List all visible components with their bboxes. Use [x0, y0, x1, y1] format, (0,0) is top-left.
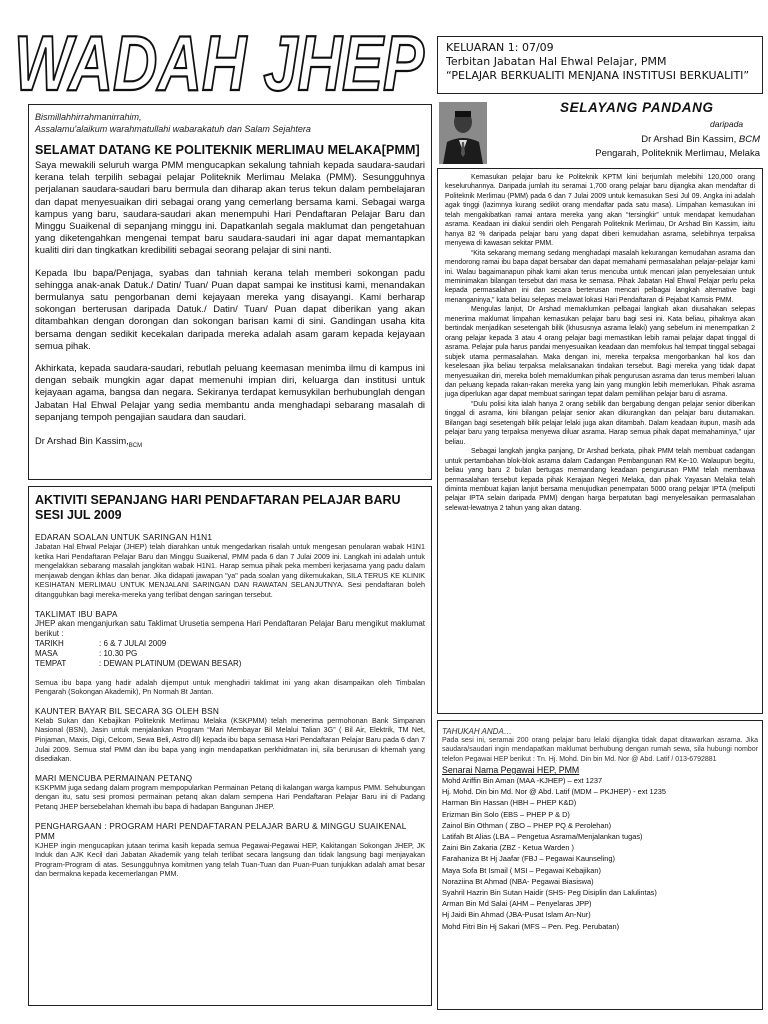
detail-row	[35, 659, 425, 669]
issue-motto: “PELAJAR BERKUALITI MENJANA INSTITUSI BERKUALITI”	[446, 69, 750, 82]
section-heading: TAKLIMAT IBU BAPA	[35, 608, 118, 619]
welcome-section	[28, 104, 432, 480]
detail-value: : 10.30 PG	[99, 648, 138, 658]
detail-key: TEMPAT	[35, 658, 67, 668]
staff-item: Noraziina Bt Ahmad (NBA- Pegawai Biasiswa)	[442, 876, 594, 886]
section-heading: PENGHARGAAN : PROGRAM HARI PENDAFTARAN PELAJAR BARU & MINGGU SUAIKENAL PMM	[35, 820, 407, 841]
staff-item: Latifah Bt Alias (LBA – Pengetua Asrama/Menjalankan tugas)	[442, 831, 643, 841]
staff-item: Syahril Hazrin Bin Sutan Haidir (SHS- Peg Disiplin dan Lalulintas)	[442, 887, 657, 897]
did-you-know-label: TAHUKAH ANDA…	[442, 727, 512, 736]
section-heading: MARI MENCUBA PERMAINAN PETANQ	[35, 772, 193, 783]
staff-item: Hj. Mohd. Din bin Md. Nor @ Abd. Latif (MDM – PKJHEP) - ext 1235	[442, 787, 666, 797]
masthead-logo	[12, 20, 430, 100]
did-you-know-body: Pada sesi ini, seramai 200 orang pelajar baru lelaki dijangka tidak dapat ditawarkan asrama. Jika saudara/saudari ingin mendapatkan maklumat berhubung dengan rumah sewa, sila hubungi nombor telefon Pegawai HEP berikut : Tn. Hj. Mohd. Din bin Md. Nor @ Abd. Latif / 013-6792881	[442, 737, 758, 763]
activities-section	[28, 486, 432, 1006]
staff-item: Farahaniza Bt Hj Jaafar (FBJ – Pegawai Kaunseling)	[442, 854, 615, 864]
selayang-article	[437, 168, 763, 714]
activities-title: AKTIVITI SEPANJANG HARI PENDAFTARAN PELAJAR BARU SESI JUL 2009	[35, 493, 401, 522]
signature-name: Dr Arshad Bin Kassim,	[35, 435, 129, 447]
welcome-paragraph: Saya mewakili seluruh warga PMM mengucapkan sekalung tahniah kepada saudara-saudari kerana telah terpilih sebagai pelajar Politeknik Merlimau Melaka (PMM). Sesungguhnya perjalanan saudara-saudari baru bermula dan diharap akan terus tekun dalam pembelajaran dan dapat menyesuaikan diri sebagai orang yang cemerlang bersama kami. Sebagai warga kampus yang baru, saudara-saudari akan menempuhi Hari Pendaftaran Pelajar Baru dan Minggu Suaikenal di sepanjang minggu ini. Dapatkanlah segala maklumat dan pengetahuan yang diketengahkan mengenai tempat baru saudara-saudari ini agar dapat memantapkan kualiti diri dan tingkatkan kredibiliti sebagai seorang pelajar di sini nanti.	[35, 159, 425, 256]
did-you-know-section	[437, 720, 763, 1010]
detail-key: MASA	[35, 648, 58, 658]
signature-suffix: BCM	[128, 442, 143, 449]
staff-item: Mohd Fitri Bin Hj Sakari (MFS – Pen. Peg. Perubatan)	[442, 921, 620, 931]
staff-item: Mohd Ariffin Bin Aman (MAA -KJHEP) – ext 1237	[442, 775, 603, 785]
greeting-salam: Assalamu'alaikum warahmatullahi wabarakatuh dan Salam Sejahtera	[35, 124, 311, 134]
welcome-title: SELAMAT DATANG KE POLITEKNIK MERLIMAU MELAKA[PMM]	[35, 143, 420, 157]
welcome-paragraph: Kepada Ibu bapa/Penjaga, syabas dan tahniah kerana telah memberi sokongan padu sehingga anak-anak Datuk./ Datin/ Tuan/ Puan dapat sampai ke institusi kami, menandakan bermulanya satu pengorbanan demi kejayaan mereka yang disayangi. Kami berharap sokongan berterusan daripada Datuk./ Datin/ Tuan/ Puan dapat diberikan yang akan ditambahkan dengan dorongan dan sokongan barisan kami di sini. Gandingan usaha kita bersama dengan sedikit kecekalan daripada mereka adalah asam garam kepada kejayaan semua pihak.	[35, 266, 425, 351]
section-heading: KAUNTER BAYAR BIL SECARA 3G OLEH BSN	[35, 705, 220, 716]
portrait-illustration	[439, 102, 487, 164]
staff-item: Maya Sofa Bt Ismail ( MSI – Pegawai Kebajikan)	[442, 865, 601, 875]
issue-publisher: Terbitan Jabatan Hal Ehwal Pelajar, PMM	[446, 55, 667, 68]
article-paragraph: Sebagai langkah jangka panjang, Dr Arshad berkata, pihak PMM telah membuat cadangan untuk pertambahan blok-blok asrama dalam Cadangan Pembangunan RM Ke-10. Walaupun begitu, beliau yang baru 2 bulan bertugas memandang keadaan pengurusan PMM telah membawa permasalahan tersebut kepada pihak Kerajaan Negeri Melaka, dan pihak Yayasan Melaka telah diminta membuat kajian lanjut bersama menujudkan penempatan 5000 orang pelajar IPTA (meliputi pelajar IPTA selain daripada PMM) dengan harga berpatutan bagi menyelesaikan permasalahan selewat-lewatnya 2 tahun yang akan datang.	[445, 448, 755, 512]
section-body: KJHEP ingin mengucapkan jutaan terima kasih kepada semua Pegawai-Pegawai HEP, Kakitangan Sokongan JHEP, JK Induk dan AJK Kecil dari Jabatan Akademik yang telah terlibat secara langsung dan tidak langsung bagi menjayakan Program-Program di atas. Sesungguhnya komitmen yang telah Tuan-Tuan dan Puan-Puan tunjukkan adalah amat besar dan bermakna kepada kecemerlangan PMM.	[35, 840, 425, 879]
section-body: JHEP akan menganjurkan satu Taklimat Urusetia sempena Hari Pendaftaran Pelajar Baru mengikut maklumat berikut :	[35, 618, 425, 638]
detail-value: : 6 & 7 JULAI 2009	[99, 638, 167, 648]
masthead-title: WADAH JHEP	[14, 20, 425, 100]
staff-item: Harman Bin Hassan (HBH – PHEP K&D)	[442, 798, 577, 808]
staff-item: Zaini Bin Zakaria (ZBZ - Ketua Warden )	[442, 843, 574, 853]
author-role: Pengarah, Politeknik Merlimau, Melaka	[595, 148, 760, 159]
issue-number: KELUARAN 1: 07/09	[446, 41, 554, 54]
welcome-paragraph: Akhirkata, kepada saudara-saudari, rebutlah peluang keemasan menimba ilmu di kampus ini dengan sebaik mungkin agar dapat memenuhi impian diri, keluarga dan institusi untuk kejayaan agama, bangsa dan negara. Sekiranya terdapat kemusykilan berhubunglah dengan Jabatan Hal Ehwal Pelajar yang sedia membantu anda menghadapi sebarang masalah di sepanjang tempoh pengajian saudara dan saudari.	[35, 362, 425, 422]
director-photo	[439, 102, 487, 164]
greeting-bismillah: Bismillahhirrahmanirrahim,	[35, 112, 142, 122]
issue-info-box	[437, 36, 763, 94]
masthead-wordmark	[12, 20, 430, 100]
article-paragraph: Mengulas lanjut, Dr Arshad memaklumkan pelbagai langkah akan diusahakan selepas menerima maklumat limpahan kemasukan pelajar baru bagi sesi ini. Kata beliau, pihaknya akan bertindak menjadikan sesetengah bilik (khususnya asrama lelaki) yang sebelum ini menempatkan 2 orang pelajar kepada 3 atau 4 orang pelajar bagi memastikan lebih ramai pelajar dapat tinggal di asrama. Pelajar pula harus pandai menyesuaikan keadaan dan memfokus hal tempat tinggal sebagai subjek utama permasalahan. Maka dengan ini, mereka terpaksa mengorbankan hal kos dan keselesaan jika beliau terpaksa melaksanakan tindakan tersebut. Bagi mereka yang tidak dapat menyesuaikan diri, mereka boleh memaklumkan pihak pengurusan asrama dan terus memberi laluan dan peluang kepada rakan-rakan mereka yang lain yang mungkin lebih memerlukan. Pihak asrama juga diperlukan agar dapat membuat saringan tepat dalam pemilihan pelajar baru di asrama.	[445, 306, 755, 399]
staff-list-title: Senarai Nama Pegawai HEP, PMM	[442, 764, 580, 775]
author-line	[595, 133, 760, 147]
section-body: Jabatan Hal Ehwal Pelajar (JHEP) telah diarahkan untuk mengedarkan risalah untuk mengesan penularan wabak H1N1 ketika Hari Pendaftaran Pelajar Baru dan Minggu Suaikenal, PMM pada 6 dan 7 Julai 2009 ini. Langkah ini adalah untuk mengelakkan sebarang masalah jangkitan wabak H1N1. Harap semua pihak peka memberi kerjasama yang padu dalam menjawab dengan ikhlas dan benar. Jika didapati jawapan "ya" pada soalan yang dikemukakan, SILA TERUS KE KLINIK KESIHATAN MERLIMAU UNTUK MENJALANI SARINGAN DAN RAWATAN SELANJUTNYA. Sesi pendaftaran boleh ditangguhkan bagi mereka-mereka yang terlibat dengan saringan tersebut.	[35, 542, 425, 599]
detail-key: TARIKH	[35, 638, 64, 648]
article-paragraph: “Kita sekarang memang sedang menghadapi masalah kekurangan kemudahan asrama dan mendorong ramai ibu bapa dapat bersabar dan dapat memahami permasalahan pelajar-pelajar kami ini. Walau bagaimanapun pihak kami akan terus mencuba untuk mencari jalan penyelesaian untuk meminimakan bilangan tersebut dari masa ke semasa. Pihak Jabatan Hal Ehwal Pelajar perlu peka kepada permasalahan ini dan secara berterusan mencari pelbagai langkah alternative bagi menanganinya,” kata beliau selepas melawat lokasi Hari Pendaftaran di Pejabat Kamsis PMM.	[445, 249, 755, 304]
detail-row	[35, 649, 425, 659]
selayang-title: SELAYANG PANDANG	[560, 100, 714, 115]
welcome-signature	[35, 435, 425, 449]
staff-item: Erizman Bin Solo (EBS – PHEP P & D)	[442, 809, 570, 819]
staff-item: Hj Jaidi Bin Ahmad (JBA-Pusat Islam An-Nur)	[442, 910, 591, 920]
selayang-author	[595, 133, 760, 161]
section-body: Kelab Sukan dan Kebajikan Politeknik Merlimau Melaka (KSKPMM) telah menerima permohonan Bank Simpanan Nasional (BSN), Jasin untuk menjalankan Program “Mari Membayar Bil Melalui Talian 3G” ( Bil Air, Elektrik, TM Net, Pinjaman, Maxis, Digi, Celcom, Sewa Beli, Astro dll) kepada ibu bapa semasa Hari Pendaftaran Pelajar Baru pada 6 dan 7 Julai 2009. Semua staf PMM dan ibu bapa yang ingin mendapatkan perkhidmatan ini, sila berurusan di khemah yang disediakan.	[35, 715, 425, 764]
staff-item: Arman Bin Md Salai (AHM – Penyelaras JPP)	[442, 899, 592, 909]
author-suffix: BCM	[738, 134, 760, 145]
selayang-from: daripada	[710, 119, 744, 129]
detail-row	[35, 639, 425, 649]
section-body: KSKPMM juga sedang dalam program mempopularkan Permainan Petanq di kalangan warga kampus PMM. Sehubungan dengan itu, satu sesi promosi permainan petanq akan dalam sempena Hari Pendaftaran Pelajar Baru ini di Padang Petanq JHEP bersebelahan khemah ibu bapa di hadapan Bangunan JHEP.	[35, 782, 425, 811]
detail-value: : DEWAN PLATINUM (DEWAN BESAR)	[99, 658, 242, 668]
section-body: Semua ibu bapa yang hadir adalah dijemput untuk menghadiri taklimat ini yang akan disampaikan oleh Timbalan Pengarah (Sokongan Akademik), Pn Normah Bt Jantan.	[35, 677, 425, 697]
section-heading: EDARAN SOALAN UNTUK SARINGAN H1N1	[35, 532, 213, 542]
author-name: Dr Arshad Bin Kassim,	[641, 134, 739, 145]
staff-item: Zainol Bin Othman ( ZBO – PHEP PQ & Perolehan)	[442, 820, 612, 830]
article-paragraph: Kemasukan pelajar baru ke Politeknik KPTM kini berjumlah melebihi 120,000 orang keseluruhannya. Daripada jumlah itu seramai 1,700 orang pelajar baru dijangka akan mendaftar di Politeknik Merlimau (PMM) pada 6 dan 7 Julai 2009 untuk kemasukan Sesi Jul 09. Angka ini adalah agak tinggi (lazimnya kurang sedikit orang mendaftar pada satu masa). Limpahan kemasukan ini telah mengakibatkan ramai antara mereka yang akan “tersingkir” untuk mendapat kemudahan asrama. Keadaan ini diakui sendiri oleh Pengarah Politeknik Merlimau, Dr Arshad Bin Kassim, iaitu hanya 82 % daripada pelajar baru yang dapat diberi kemudahan asrama, selebihnya terpaksa menyewa di kawasan sekitar PMM.	[445, 174, 755, 248]
article-paragraph: “Dulu polisi kita ialah hanya 2 orang sebilik dan bergabung dengan pelajar senior diberikan tinggal di asrama, kini bilangan pelajar senior akan dikurangkan dan pelajar baru diutamakan. Bilangan bagi sesetengah bilik pelajar lelaki juga akan ditambah. Dalam keadaan itupun, masih ada pelajar baru yang terpaksa menyewa diluar asrama. Harap semua pihak dapat memahaminya,” ujar beliau.	[445, 400, 755, 446]
